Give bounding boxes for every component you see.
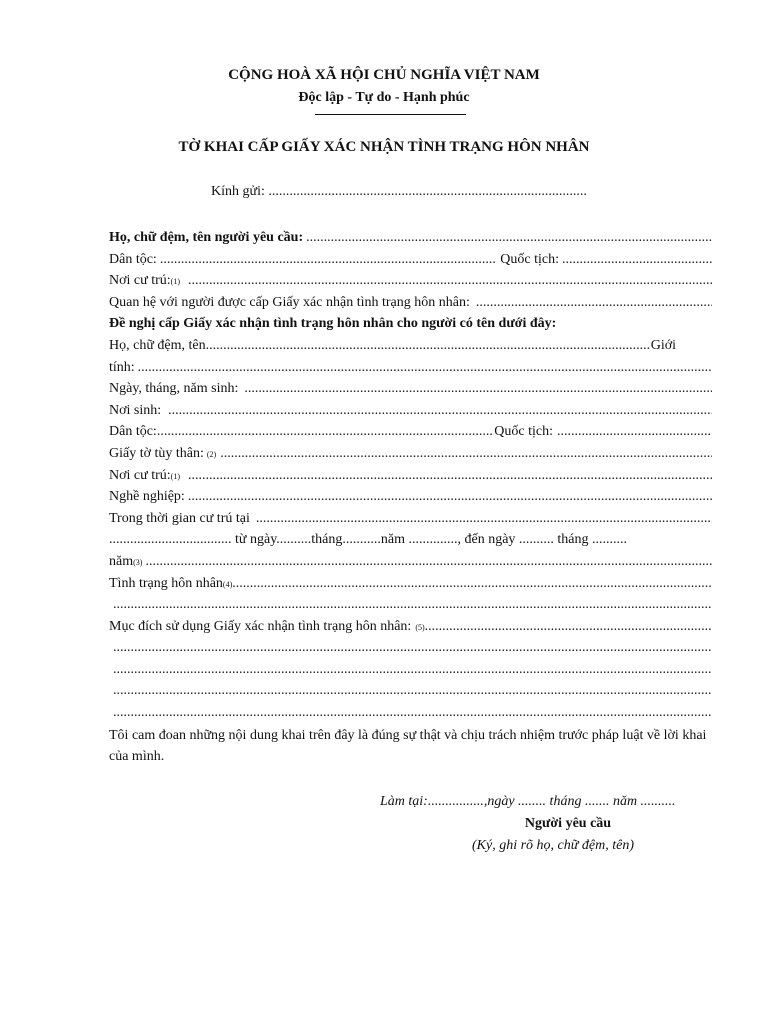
subject-dob-label: Ngày, tháng, năm sinh: (109, 381, 239, 397)
place-date-line: Làm tại:................,ngày ........ tháng ....... năm .......... (380, 794, 676, 809)
subject-residence-label: Nơi cư trú: (109, 467, 171, 483)
subject-name-field (206, 335, 651, 357)
subject-id-field (216, 443, 712, 465)
subject-occupation-label: Nghề nghiệp: (109, 489, 185, 505)
form-body (109, 227, 712, 768)
motto: Độc lập - Tự do - Hạnh phúc (298, 90, 470, 105)
subject-ethnicity-label: Dân tộc: (109, 424, 157, 440)
subject-purpose-label: Mục đích sử dụng Giấy xác nhận tình trạng hôn nhân: (109, 618, 412, 634)
subject-occupation-field (185, 486, 712, 508)
subject-year-label: năm (109, 553, 134, 569)
requester-nationality-label: Quốc tịch: (500, 251, 559, 267)
subject-purpose-field (425, 616, 712, 638)
motto-underline (315, 114, 466, 115)
subject-occupation-line (109, 486, 712, 508)
requester-ethnicity-label: Dân tộc: (109, 251, 157, 267)
relationship-field (470, 292, 712, 314)
subject-nationality-label: Quốc tịch: (494, 424, 553, 440)
requester-residence-line: Nơi cư trú: (1) ..... (109, 270, 712, 292)
subject-residence-line: Nơi cư trú: (1) ..... (109, 465, 712, 487)
signature-instruction: (Ký, ghi rõ họ, chữ đệm, tên) (472, 838, 634, 853)
subject-ethnicity-field (157, 421, 494, 443)
requester-residence-label: Nơi cư trú: (109, 273, 171, 289)
declaration-text: Tôi cam đoan những nội dung khai trên đây là đúng sự thật và chịu trách nhiệm trước pháp luật về lời khai của mình. (109, 727, 707, 765)
subject-gender-label-a: Giới (650, 337, 676, 353)
subject-year-field (142, 551, 712, 573)
requester-name-label: Họ, chữ đệm, tên người yêu cầu: (109, 230, 304, 245)
country-header: CỘNG HOÀ XÃ HỘI CHỦ NGHĨA VIỆT NAM (228, 67, 540, 83)
subject-name-line (109, 335, 712, 357)
subject-birthplace-line (109, 400, 712, 422)
subject-birthplace-field (161, 400, 712, 422)
requester-name-line (109, 227, 712, 249)
subject-year-line: năm (3) ..... (109, 551, 712, 573)
subject-period-line (109, 508, 712, 530)
subject-marital-line-2 (109, 594, 712, 616)
requester-nationality-field (559, 249, 712, 271)
subject-gender-line (109, 357, 712, 379)
subject-marital-label: Tình trạng hôn nhân (109, 575, 223, 591)
subject-marital-field-2 (109, 594, 712, 616)
subject-period-label: Trong thời gian cư trú tại (109, 510, 250, 526)
subject-period-field (250, 508, 712, 530)
subject-period-dates-line (109, 529, 712, 551)
requester-name-field (303, 227, 712, 249)
addressee-label: Kính gửi: (211, 184, 265, 199)
subject-purpose-line: Mục đích sử dụng Giấy xác nhận tình trạng hôn nhân: (5) ..... (109, 616, 712, 638)
requester-ethnicity-line (109, 249, 712, 271)
subject-gender-field (135, 357, 712, 379)
requester-ethnicity-field (157, 249, 496, 271)
subject-name-label: Họ, chữ đệm, tên (109, 337, 206, 353)
subject-marital-line: Tình trạng hôn nhân (4) ..... (109, 573, 712, 595)
subject-residence-field (180, 465, 712, 487)
requester-residence-field (180, 270, 712, 292)
blank-line-1 (109, 637, 712, 659)
relationship-line (109, 292, 712, 314)
subject-birthplace-label: Nơi sinh: (109, 402, 162, 418)
subject-ethnicity-line (109, 421, 712, 443)
addressee-dots: ........................................................................................... (268, 184, 587, 199)
signer-title: Người yêu cầu (524, 816, 612, 831)
subject-nationality-field (553, 421, 712, 443)
subject-marital-field (232, 573, 712, 595)
addressee-line (211, 184, 587, 200)
blank-line-2 (109, 659, 712, 681)
subject-gender-label-b: tính: (109, 359, 135, 375)
blank-line-4 (109, 702, 712, 724)
subject-dob-field (238, 378, 712, 400)
form-title: TỜ KHAI CẤP GIẤY XÁC NHẬN TÌNH TRẠNG HÔN NHÂN (178, 139, 590, 155)
request-heading-text: Đề nghị cấp Giấy xác nhận tình trạng hôn nhân cho người có tên dưới đây: (109, 316, 557, 332)
subject-period-dates: ................................... từ ngày..........tháng...........năm .............., đến ngày .......... tháng .......... (109, 532, 628, 548)
subject-id-line: Giấy tờ tùy thân: (2) ..... (109, 443, 712, 465)
subject-id-label: Giấy tờ tùy thân: (109, 445, 204, 461)
blank-line-3 (109, 680, 712, 702)
relationship-label: Quan hệ với người được cấp Giấy xác nhận tình trạng hôn nhân: (109, 294, 470, 310)
request-heading (109, 313, 712, 335)
subject-dob-line (109, 378, 712, 400)
